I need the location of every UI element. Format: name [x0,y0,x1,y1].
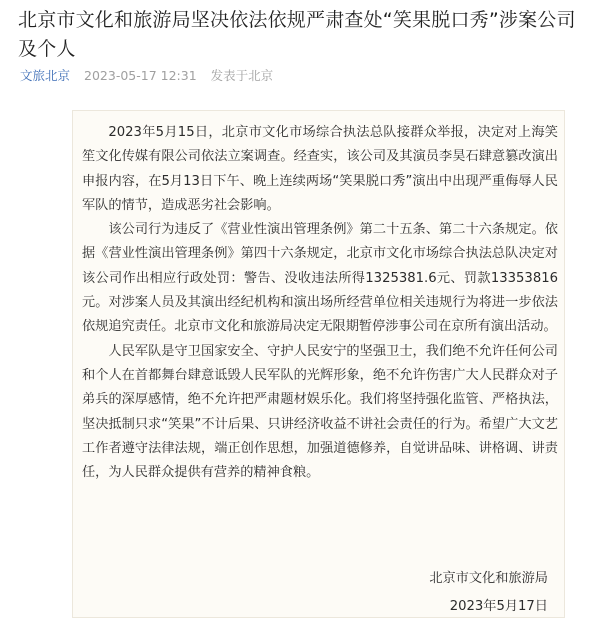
notice-body [82,121,558,485]
notice-paragraph-3: 人民军队是守卫国家安全、守护人民安宁的坚强卫士，我们绝不允许任何公司和个人在首都舞台肆意诋毁人民军队的光辉形象，绝不允许伤害广大人民群众对子弟兵的深厚感情，绝不允许把严肃题材娱乐化。我们将坚持强化监管、严格执法，坚决抵制只求“笑果”不计后果、只讲经济收益不讲社会责任的行为。希望广大文艺工作者遵守法律法规，端正创作思想，加强道德修养，自觉讲品味、讲格调、讲责任，为人民群众提供有营养的精神食粮。 [82,343,558,481]
article-meta [20,67,273,85]
notice-image [72,110,565,618]
author-link[interactable]: 文旅北京 [20,68,71,83]
notice-paragraph-2: 该公司行为违反了《营业性演出管理条例》第二十五条、第二十六条规定。依据《营业性演出管理条例》第四十六条规定，北京市文化市场综合执法总队决定对该公司作出相应行政处罚：警告、没收违法所得1325381.6元、罚款13353816元。对涉案人员及其演出经纪机构和演出场所经营单位相关违规行为将进一步依法依规追究责任。北京市文化和旅游局决定无限期暂停涉事公司在京所有演出活动。 [82,222,558,335]
signature-date: 2023年5月17日 [449,599,548,614]
publish-datetime: 2023-05-17 12:31 [84,68,197,83]
publish-location: 发表于北京 [210,68,274,83]
notice-signature [429,567,548,623]
notice-paragraph-1: 2023年5月15日，北京市文化市场综合执法总队接群众举报，决定对上海笑笙文化传媒有限公司依法立案调查。经查实，该公司及其演员李昊石肆意篡改演出申报内容，在5月13日下午、晚上连续两场“笑果脱口秀”演出中出现严重侮辱人民军队的情节，造成恶劣社会影响。 [82,125,558,213]
signature-org: 北京市文化和旅游局 [429,571,548,586]
article-title: 北京市文化和旅游局坚决依法依规严肃查处“笑果脱口秀”涉案公司及个人 [18,9,576,60]
